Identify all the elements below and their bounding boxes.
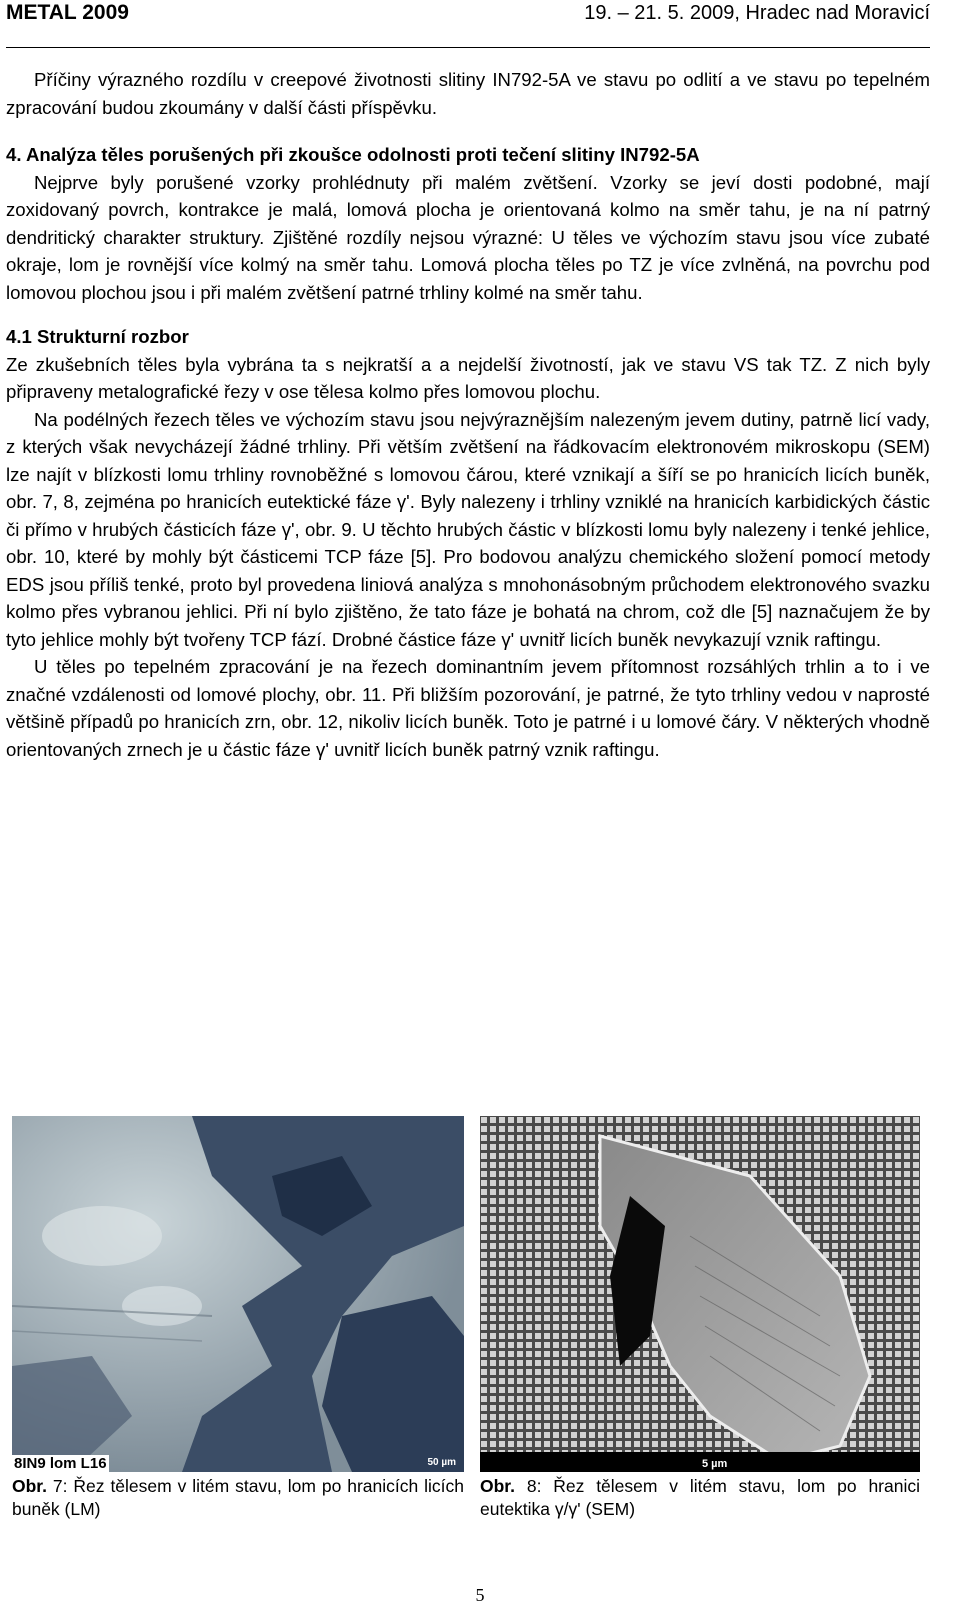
figure-8-caption-text: 8: Řez tělesem v litém stavu, lom po hranici eutektika γ/γ' (SEM)	[480, 1476, 920, 1519]
section-4-1-heading: 4.1 Strukturní rozbor	[6, 326, 189, 347]
figure-8-image	[480, 1116, 920, 1472]
section-4-paragraph: Nejprve byly porušené vzorky prohlédnuty při malém zvětšení. Vzorky se jeví dosti podobné, mají zoxidovaný povrch, kontrakce je malá, lomová plocha je orientovaná kolmo na směr tahu, je na ní patrný dendritický charakter struktury. Zjištěné rozdíly nejsou výrazné: U těles ve výchozím stavu jsou více zubaté okraje, lom je rovnější více kolmý na směr tahu. Lomová plocha těles po TZ je více zvlněná, na povrchu pod lomovou plochou jsou i při malém zvětšení patrné trhliny kolmé na směr tahu.	[6, 171, 930, 303]
body-text	[6, 66, 930, 763]
page-header	[6, 0, 930, 32]
figure-8-caption-num: Obr.	[480, 1476, 516, 1496]
page-number: 5	[475, 1585, 485, 1605]
section-4-1-paragraph-1: Ze zkušebních těles byla vybrána ta s nejkratší a a nejdelší životností, jak ve stavu VS tak TZ. Z nich byly připraveny metalografické řezy v ose tělesa kolmo přes lomovou plochu.	[6, 353, 930, 402]
figure-7-image	[12, 1116, 464, 1472]
figure-7-caption	[12, 1475, 464, 1521]
figure-7-caption-text: 7: Řez tělesem v litém stavu, lom po hranicích licích buněk (LM)	[12, 1476, 464, 1519]
header-rule	[6, 47, 930, 48]
section-4-heading: 4. Analýza těles porušených při zkoušce odolnosti proti tečení slitiny IN792-5A	[6, 144, 700, 165]
intro-paragraph: Příčiny výrazného rozdílu v creepové životnosti slitiny IN792-5A ve stavu po odlití a ve stavu po tepelném zpracování budou zkoumány v další části příspěvku.	[6, 69, 930, 118]
figure-7-label: 8IN9 lom L16	[14, 1455, 107, 1472]
section-4-1-paragraph-3: U těles po tepelném zpracování je na řezech dominantním jevem přítomnost rozsáhlých trhlin a to i ve značné vzdálenosti od lomové plochy, obr. 11. Při bližším pozorování, je patrné, že tyto trhliny vedou v naprosté většině případů po hranicích zrn, obr. 12, nikoliv licích buněk. Toto je patrné i u lomové čáry. V některých vhodně orientovaných zrnech je u částic fáze γ' uvnitř licích buněk patrný vznik raftingu.	[6, 656, 930, 760]
conference-name: METAL 2009	[6, 1, 129, 24]
section-4-1-paragraph-2: Na podélných řezech těles ve výchozím stavu jsou nejvýraznějším nalezeným jevem dutiny, patrně licí vady, z kterých však nevycházejí žádné trhliny. Při větším zvětšení na řádkovacím elektronovém mikroskopu (SEM) lze najít v blízkosti lomu trhliny rovnoběžné s lomovou čárou, které vznikají a šíří se po hranicích licích buněk, obr. 7, 8, zejména po hranicích eutektické fáze γ'. Byly nalezeny i trhliny vzniklé na hranicích karbidických částic či přímo v hrubých částicích fáze γ', obr. 9. U těchto hrubých částic v blízkosti lomu byly nalezeny i tenké jehlice, obr. 10, které by mohly být částicemi TCP fáze [5]. Pro bodovou analýzu chemického složení pomocí metody EDS jsou příliš tenké, proto byl provedena liniová analýza s mnohonásobným průchodem elektronového svazku kolmo přes vybranou jehlici. Při ní bylo zjištěno, že tato fáze je bohatá na chrom, což dle [5] naznačujem že by tyto jehlice mohly být tvořeny TCP fází. Drobné částice fáze γ' uvnitř licích buněk nevykazují vznik raftingu.	[6, 408, 930, 650]
figure-8-micrograph	[480, 1116, 920, 1472]
figure-8-scale: 5 µm	[702, 1458, 728, 1470]
figure-8-caption	[480, 1475, 920, 1521]
figure-7-scale: 50 µm	[427, 1457, 456, 1468]
figure-7-caption-num: Obr.	[12, 1476, 48, 1496]
conference-dates: 19. – 21. 5. 2009, Hradec nad Moravicí	[584, 2, 930, 24]
figure-7-micrograph	[12, 1116, 464, 1472]
